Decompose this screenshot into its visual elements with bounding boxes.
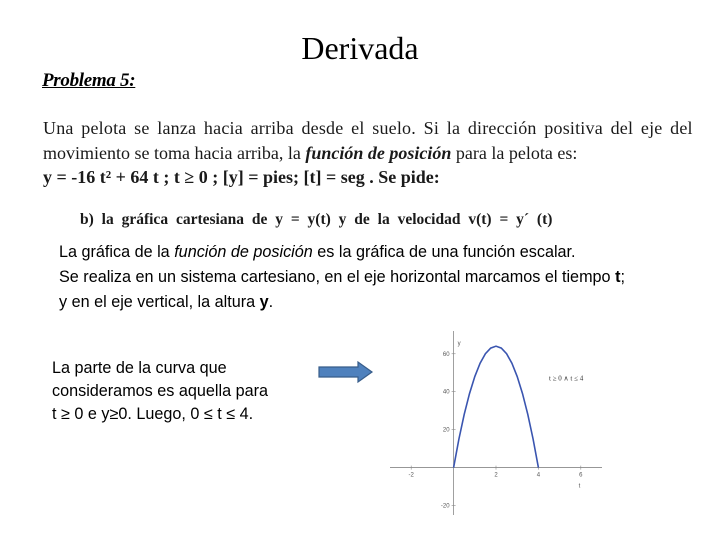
problem-statement-line2: movimiento se toma hacia arriba, la función de posición para la pelota es: <box>43 143 578 163</box>
curve-domain-line2: consideramos es aquella para <box>52 382 268 400</box>
y-tick-label: 60 <box>442 351 450 358</box>
description-line3: y en el eje vertical, la altura y. <box>59 293 274 311</box>
y-tick-label: 40 <box>442 389 450 396</box>
x-tick-label: 6 <box>579 472 583 479</box>
domain-annotation: t ≥ 0 ∧ t ≤ 4 <box>549 374 584 383</box>
curve-domain-text <box>52 357 294 426</box>
description-line2: Se realiza en un sistema cartesiano, en el eje horizontal marcamos el tiempo t; <box>59 268 625 286</box>
arrow-shape <box>319 362 372 382</box>
curve-domain-line3: t ≥ 0 e y≥0. Luego, 0 ≤ t ≤ 4. <box>52 405 254 423</box>
problem-heading: Problema 5: <box>42 70 136 91</box>
position-graph <box>380 325 610 520</box>
position-function-formula: y = -16 t² + 64 t ; t ≥ 0 ; [y] = pies; [t] = seg . Se pide: <box>43 167 440 187</box>
y-tick-label: -20 <box>440 503 450 510</box>
description-paragraph <box>59 240 625 315</box>
x-tick-label: 2 <box>494 472 498 479</box>
y-tick-label: 20 <box>442 427 450 434</box>
chart-axes <box>390 331 602 515</box>
x-axis-label: t <box>578 483 581 490</box>
problem-statement-line1: Una pelota se lanza hacia arriba desde el suelo. Si la dirección positiva del eje del <box>43 118 693 138</box>
position-curve <box>454 346 539 467</box>
x-tick-label: 4 <box>536 472 541 479</box>
curve-domain-line1: La parte de la curva que <box>52 359 227 377</box>
page-title: Derivada <box>301 30 419 66</box>
description-line1: La gráfica de la función de posición es la gráfica de una función escalar. <box>59 243 576 261</box>
y-axis-label: y <box>457 341 461 347</box>
x-tick-label: -2 <box>408 472 414 479</box>
right-arrow-icon <box>318 360 374 384</box>
problem-item-b: b) la gráfica cartesiana de y = y(t) y de la velocidad v(t) = y´ (t) <box>80 211 553 228</box>
